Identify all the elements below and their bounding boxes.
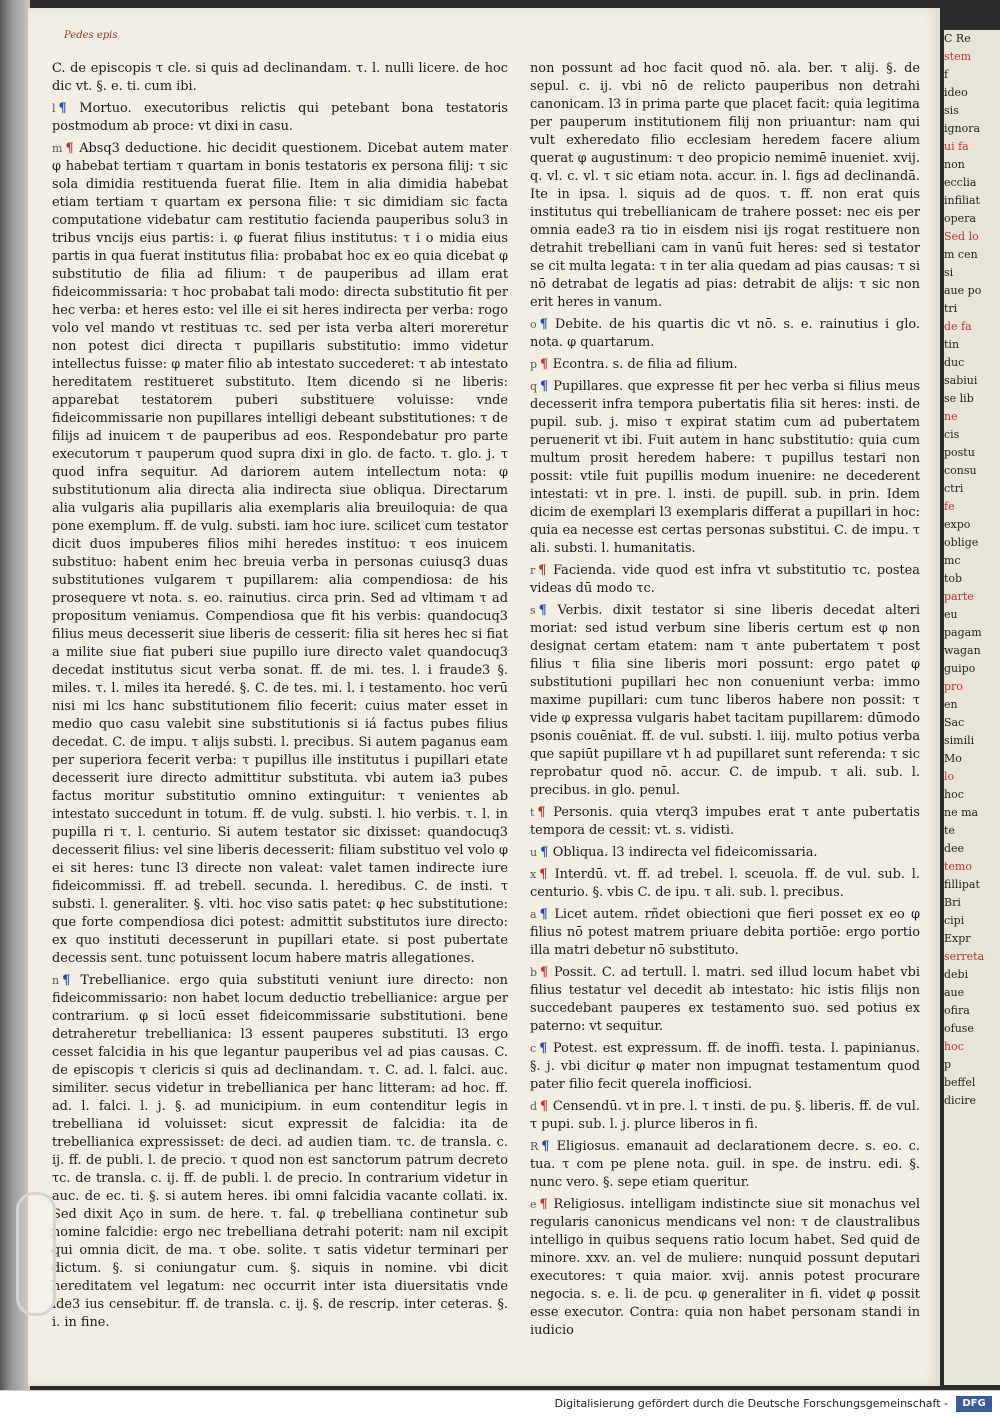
next-page-line: ofira xyxy=(944,1004,970,1017)
gloss-text: Religiosus. intelligam indistincte siue sit monachus vel regularis canonicus mendicans vel non: τ de claustralibus intelligo in quibus sequens ratio locum habet. Sed quid de minore. xxv. an. vel de muliere: nunquid possunt deputari executores: τ quia maior. xvij. annis potest procurare negocia. s. e. li. de pcu. φ generaliter in fi. videt φ possit esse executor. Contra: quia non habet personam standi in iudicio xyxy=(530,1197,920,1338)
footer-credit: Digitalisierung gefördert durch die Deutsche Forschungsgemeinschaft - xyxy=(554,1397,948,1410)
pilcrow-icon: ¶ xyxy=(58,101,80,116)
next-page-line: cipi xyxy=(944,914,965,927)
next-page-line: ctri xyxy=(944,482,964,495)
gloss-marker: m xyxy=(52,142,63,155)
pilcrow-icon: ¶ xyxy=(537,805,554,820)
next-page-line: debi xyxy=(944,968,969,981)
pilcrow-icon: ¶ xyxy=(540,357,553,372)
gloss-marker: x xyxy=(530,868,537,881)
gloss-marker: t xyxy=(530,806,535,819)
marginal-note: Pedes epis xyxy=(64,30,118,41)
gloss-paragraph xyxy=(52,140,508,968)
next-page-line: temo xyxy=(944,860,972,873)
next-page-line: ne ma xyxy=(944,806,979,819)
next-page-line: opera xyxy=(944,212,976,225)
pilcrow-icon: ¶ xyxy=(541,1139,557,1154)
next-page-line: aue po xyxy=(944,284,982,297)
next-page-line: duc xyxy=(944,356,965,369)
gloss-marker: p xyxy=(530,358,538,371)
gloss-paragraph xyxy=(530,1040,920,1094)
gloss-marker: e xyxy=(530,1198,537,1211)
gloss-text: Potest. est expressum. ff. de inoffi. testa. l. papinianus. §. j. vbi dicitur φ mater non impugnat testamentum quod pater filio fecit querela inofficiosi. xyxy=(530,1041,920,1092)
gloss-marker: u xyxy=(530,846,538,859)
next-page-line: postu xyxy=(944,446,975,459)
pilcrow-icon: ¶ xyxy=(539,317,556,332)
next-page-line: ui fa xyxy=(944,140,969,153)
gloss-text: Licet autem. rñdet obiectioni que fieri posset ex eo φ filius nō potest matrem priuare debita portiōe: ergo portio illa matri debetur nō substituto. xyxy=(530,907,920,958)
next-page-line: stem xyxy=(944,50,972,63)
next-page-line: Bri xyxy=(944,896,961,909)
gloss-text: Personis. quia vterq3 impubes erat τ ante pubertatis tempora de cessit: vt. s. vidisti. xyxy=(530,805,920,838)
pilcrow-icon: ¶ xyxy=(540,965,555,980)
next-page-line: infiliat xyxy=(944,194,980,207)
gloss-text: Absq3 deductione. hic decidit questionem. Dicebat autem mater φ habebat tertiam τ quartam in bonis testatoris ex persona filij: τ sic sola dimidia restituenda fuerat filie. Item in alia dimidia habebat etiam tertiam τ quartam ex persona filie: τ sic dimidiam sic facta computatione videbatur cam restitutio facienda pauperibus solu3 in tribus vncijs eius partis: i. φ fuerat filius institutus: τ i o midia eius partis in qua fuerat institutus filia: probabat hoc ex eo quia dicebat φ substitutio de filia ad filium: τ de pauperibus ad illam erat fideicommissaria: τ hoc probabat tali modo: directa substitutio fit per hec verba: et heres esto: vel ille ei sit heres indirecta per verba: rogo volo vel mando vt restituas τc. sed per ista verba alteri moreretur non potest dici directa τ pupillaris substitutio: immo videtur intellectus fuisse: φ mater filio ab intestato succederet: τ ab intestato hereditatem restitueret substituto. Item dicendo si ne liberis: apparebat testatorem puberi substituere voluisse: vnde fideicommissarie non pupillares intelligi debeant substitutiones: τ de filijs ad inuicem τ de pauperibus ad eos. Respondebatur pro parte executorum τ pauperum quod supra dixi in glo. de facto. τ. glo. j. τ quod infra sequitur. Ad dariorem autem intellectum nota: φ substitutionum alia directa alia indirecta siue obliqua. Directarum alia vulgaris alia pupillaris alia exemplaris alia breuiloquia: de qua pone exemplum. ff. de vulg. substi. iam hoc iure. scilicet cum testator dicit duos impuberes filios mihi heredes instituo: τ eos inuicem substituo: habent enim hec breuia verba in personas cuiusq3 duas substitutiones vulgarem τ pupillarem: alia compendiosa: de his prosequere vt nota. s. eo. rainutius. circa prin. Sed ad vltimam τ ad propositum veniamus. Compendiosa que fit his verbis: quandocuq3 filius meus decesserit siue liberis de cesserit: filia sit heres hec si fiat a milite siue fiat puberi siue pupillo iure directo valet quandocuq3 decedat institutus sicut verba sonat. ff. de mi. tes. l. i fraude3 §. miles. τ. l. miles ita heredé. §. C. de tes. mi. l. i testamento. hoc verū nisi mi lcs hanc substitutionem filio fecerit: cuius mater esset in medio quo casu valebit sine substitutionis si iá factus pubes filius decedat. C. de impu. τ alijs substi. l. precibus. Si autem paganus eam per superiora fecerit verba: τ pupillus ille institutus i pupillari etate decesserit iure directo admittitur substituta. vbi autem ia3 pubes factus moritur substitutio omnino extinguitur: τ venientes ab intestato succedunt in totum. ff. de vulg. substi. l. hio verbis. τ. l. in pupilla ri τ. l. centurio. Si autem testator sic dixisset: quandocuq3 decesserit filius: vel sine liberis decesserit: filiam substituo vel volo φ ei sit heres: tunc l3 directe non valeat: valet tamen indirecte iure fideicommissi. ff. ad trebell. secunda. l. heredibus. C. de insti. τ substi. l. generaliter. §. vlti. hoc viso satis patet: φ hec substitutione: que forte compendiosa dici potest: admittit substitutos iure directo: ex quo instituti decesserunt in pupillari etate. si post pubertate decessis sent. tunc potuissent locum habere matris allegationes. xyxy=(52,141,508,966)
next-page-line: oblige xyxy=(944,536,979,549)
pilcrow-icon: ¶ xyxy=(65,141,80,156)
next-page-line: si xyxy=(944,266,954,279)
next-page-line: tri xyxy=(944,302,958,315)
next-page-line: te xyxy=(944,824,955,837)
next-page-line: f xyxy=(944,68,949,81)
pilcrow-icon: ¶ xyxy=(540,379,554,394)
next-page-line: eu xyxy=(944,608,958,621)
next-page-line: en xyxy=(944,698,958,711)
next-page-line: ne xyxy=(944,410,958,423)
next-page-line: m cen xyxy=(944,248,978,261)
gloss-paragraph xyxy=(530,844,920,862)
next-page-line: parte xyxy=(944,590,974,603)
page-edge xyxy=(0,0,30,1390)
next-page-line: ofuse xyxy=(944,1022,974,1035)
next-page-line: pro xyxy=(944,680,963,693)
right-text-column xyxy=(530,60,920,1344)
next-page-line: dee xyxy=(944,842,965,855)
pilcrow-icon: ¶ xyxy=(538,603,558,618)
pilcrow-icon: ¶ xyxy=(539,1197,554,1212)
gloss-paragraph xyxy=(52,972,508,1332)
gloss-text: Eligiosus. emanauit ad declarationem decre. s. eo. c. tua. τ com pe plene nota. guil. in spe. de instru. edi. §. nunc vero. §. sepe etiam queritur. xyxy=(530,1139,920,1190)
gloss-text: Censendū. vt in pre. l. τ insti. de pu. §. liberis. ff. de vul. τ pupi. sub. l. j. plurce liberos in fi. xyxy=(530,1099,920,1132)
pilcrow-icon: ¶ xyxy=(539,867,555,882)
gloss-marker: o xyxy=(530,318,537,331)
next-page-line: C Re xyxy=(944,32,971,45)
pilcrow-icon: ¶ xyxy=(540,1099,553,1114)
gloss-text: Interdū. vt. ff. ad trebel. l. sceuola. ff. de vul. sub. l. centurio. §. vbis C. de ipu. τ ali. sub. l. precibus. xyxy=(530,867,920,900)
dfg-logo-icon: DFG xyxy=(956,1396,992,1412)
gloss-paragraph xyxy=(52,60,508,96)
pilcrow-icon: ¶ xyxy=(540,845,553,860)
gloss-text: non possunt ad hoc facit quod nō. ala. ber. τ alij. §. de sepul. c. ij. vbi nō de relicto pauperibus non detrahi canonicam. l3 in prima parte que placet facit: quia legitima per pauperum institutionem filij non priuantur: nam qui vult exheredato filio ecclesiam heredem facere alium querat φ augustinum: τ deo propicio nemimē inueniet. xvij. q. vl. c. vl. τ sic etiam nota. accur. in. l. figs ad declinandā. Ite in ipsa. l. siquis ad de quos. τ. ff. non erat quis institutus qui trebellianicam de trahere posset: nec eis per omnia eade3 ra tio in eisdem nisi ijs rogat restituere non detrahit trebelliani cam in vanū fuit heres: sed si testator se cit multa legata: τ in ter alia quedam ad pias causas: τ si nō detrabat de legatis ad pias: detrabit de alijs: τ sic non erit heres in vanum. xyxy=(530,61,920,310)
gloss-text: Debite. de his quartis dic vt nō. s. e. rainutius i glo. nota. φ quartarum. xyxy=(530,317,920,350)
next-page-line: se lib xyxy=(944,392,974,405)
page-clip xyxy=(16,1192,56,1316)
next-page-line: sis xyxy=(944,104,959,117)
next-page-line: hoc xyxy=(944,1040,964,1053)
gloss-text: Verbis. dixit testator si sine liberis decedat alteri moriat: sed istud verbum sine liberis certum est φ non designat certam etatem: nam τ ante pubertatem τ post filius τ filia sine liberis mori possunt: ergo patet φ substitutioni pupillari hec non conueniunt verba: immo maxime pupillari: cum tunc liberos habere non possit: τ vide φ expressa vulgaris habet tacitam pupillarem: dūmodo psonis couēniat. ff. de vul. substi. l. iiij. multo potius verba que sapiūt pupillare vt h ad pupillaret sunt referenda: τ sic reprobatur quod nō. accur. C. de impub. τ ali. sub. l. precibus. in glo. penul. xyxy=(530,603,920,798)
pilcrow-icon: ¶ xyxy=(62,973,81,988)
next-page-line: dicire xyxy=(944,1094,977,1107)
next-page-line: aue xyxy=(944,986,965,999)
gloss-marker: s xyxy=(530,604,536,617)
next-page-line: Sed lo xyxy=(944,230,979,243)
next-page-line: simili xyxy=(944,734,975,747)
gloss-marker: n xyxy=(52,974,60,987)
next-page-line: lo xyxy=(944,770,955,783)
gloss-text: Facienda. vide quod est infra vt substitutio τc. postea videas dū modo τc. xyxy=(530,563,920,596)
gloss-paragraph xyxy=(530,1098,920,1134)
gloss-text: Mortuo. executoribus relictis qui petebant bona testatoris postmodum ab proce: vt dixi in casu. xyxy=(52,101,508,134)
next-page-line: beffel xyxy=(944,1076,976,1089)
next-page-line: guipo xyxy=(944,662,976,675)
next-page-line: tin xyxy=(944,338,960,351)
next-page-line: serreta xyxy=(944,950,985,963)
gloss-text: Trebellianice. ergo quia substituti veniunt iure directo: non fideicommissario: non habet locum deductio trebellianice: argue per contrarium. φ si locū esset fideicommissarie substitutioni. bene detraheretur trebellianica: l3 essent pauperes substituti. l3 ergo cesset falcidia in his que legantur pauperibus vel ad pias causas. C. de episcopis τ clericis si quis ad declinandam. τ. C. ad. l. falci. auc. similiter. secus videtur in trebellianica per hanc litteram: ad hoc. ff. ad. l. falci. l. j. §. ad municipium. in eum contenditur legis in trebelliana id voluisset: sicut expressit de falcidia: ita de trebellianica expressisset: de deci. ad audien tiam. τc. de transla. c. ij. ff. de publi. l. de precio. τ quod non est sanctorum patrum decreto τc. de transla. c. ij. ff. de publi. l. de precio. In contrarium videtur in auc. de ec. ti. §. si autem heres. ibi omni falcidia vacante collati. ix. Sed dixit Aço in sum. de here. τ. fal. φ trebelliana continetur sub nomine falcidie: ergo nec trebelliana detrahi poterit: nam nil excipit qui omnia dicit. de ma. τ obe. solite. τ satis videtur terminari per dictum. §. si coniungatur cum. §. siquis in nomine. vbi dicit hereditatem vel legatum: nec occurrit inter ista diuersitatis vnde ide3 ius censebitur. ff. de transla. c. ij. §. de rescrip. inter ceteras. §. i. in fine. xyxy=(52,973,508,1330)
next-page-line: p xyxy=(944,1058,952,1071)
gloss-text: Possit. C. ad tertull. l. matri. sed illud locum habet vbi filius testatur vel decedit ab intestato: hic istis filijs non succedebant pauperes ex testamento suo. sed potius ex paterno: vt sequitur. xyxy=(530,965,920,1034)
gloss-paragraph xyxy=(530,964,920,1036)
next-page-line: mc xyxy=(944,554,961,567)
gloss-marker: a xyxy=(530,908,537,921)
next-page-line: consu xyxy=(944,464,977,477)
next-page-line: pagam xyxy=(944,626,982,639)
gloss-paragraph xyxy=(530,60,920,312)
next-page-line: tob xyxy=(944,572,963,585)
gloss-text: Obliqua. l3 indirecta vel fideicomissaria. xyxy=(552,845,818,860)
next-page-line: wagan xyxy=(944,644,981,657)
gloss-text: Pupillares. que expresse fit per hec verba si filius meus decesserit infra tempora pubertatis filia sit heres: insti. de pupil. sub. j. miso τ expirat statim cum ad pubertatem peruenerit vt ibi. Fuit autem in hanc substitutio: quia cum multum prosit heredem habere: τ pupillus testari non possit: vtile fuit pupillis modum inuenire: ne decederent intestati: vt in pre. l. insti. de pupill. sub. in prin. Idem dicim de exemplari l3 exemplaris differat a pupillari in hoc: quia ea necesse est certas personas substitui. C. de impu. τ ali. substi. l. humanitatis. xyxy=(530,379,920,556)
pilcrow-icon: ¶ xyxy=(539,907,555,922)
gloss-paragraph xyxy=(530,866,920,902)
gloss-marker: r xyxy=(530,564,536,577)
gloss-marker: l xyxy=(52,102,56,115)
gloss-paragraph xyxy=(530,378,920,558)
gloss-marker: q xyxy=(530,380,538,393)
pilcrow-icon: ¶ xyxy=(538,563,554,578)
gloss-paragraph xyxy=(530,1196,920,1340)
next-page-line: cis xyxy=(944,428,960,441)
next-page-line: non xyxy=(944,158,965,171)
next-page-line: de fa xyxy=(944,320,972,333)
next-page-line: sabiui xyxy=(944,374,978,387)
next-page-line: Expr xyxy=(944,932,971,945)
gloss-marker: c xyxy=(530,1042,537,1055)
gloss-marker: R xyxy=(530,1140,539,1153)
next-page-line: expo xyxy=(944,518,971,531)
gloss-paragraph xyxy=(530,356,920,374)
gloss-marker: d xyxy=(530,1100,538,1113)
next-page-line: hoc xyxy=(944,788,964,801)
next-page-edge xyxy=(944,30,1000,1385)
next-page-line: fillipat xyxy=(944,878,980,891)
gloss-text: Econtra. s. de filia ad filium. xyxy=(552,357,738,372)
gloss-paragraph xyxy=(530,602,920,800)
pilcrow-icon: ¶ xyxy=(539,1041,553,1056)
gloss-paragraph xyxy=(530,804,920,840)
gloss-paragraph xyxy=(530,316,920,352)
next-page-line: ideo xyxy=(944,86,968,99)
gloss-paragraph xyxy=(530,1138,920,1192)
gloss-text: C. de episcopis τ cle. si quis ad declinandam. τ. l. nulli licere. de hoc dic vt. §. e. ti. cum ibi. xyxy=(52,61,508,94)
next-page-line: ecclia xyxy=(944,176,977,189)
gloss-paragraph xyxy=(530,562,920,598)
footer-bar xyxy=(0,1390,1000,1417)
gloss-paragraph xyxy=(530,906,920,960)
gloss-marker: b xyxy=(530,966,538,979)
gloss-paragraph xyxy=(52,100,508,136)
next-page-line: ignora xyxy=(944,122,981,135)
next-page-line: Mo xyxy=(944,752,962,765)
left-text-column xyxy=(52,60,508,1336)
next-page-line: Sac xyxy=(944,716,965,729)
next-page-line: fe xyxy=(944,500,955,513)
